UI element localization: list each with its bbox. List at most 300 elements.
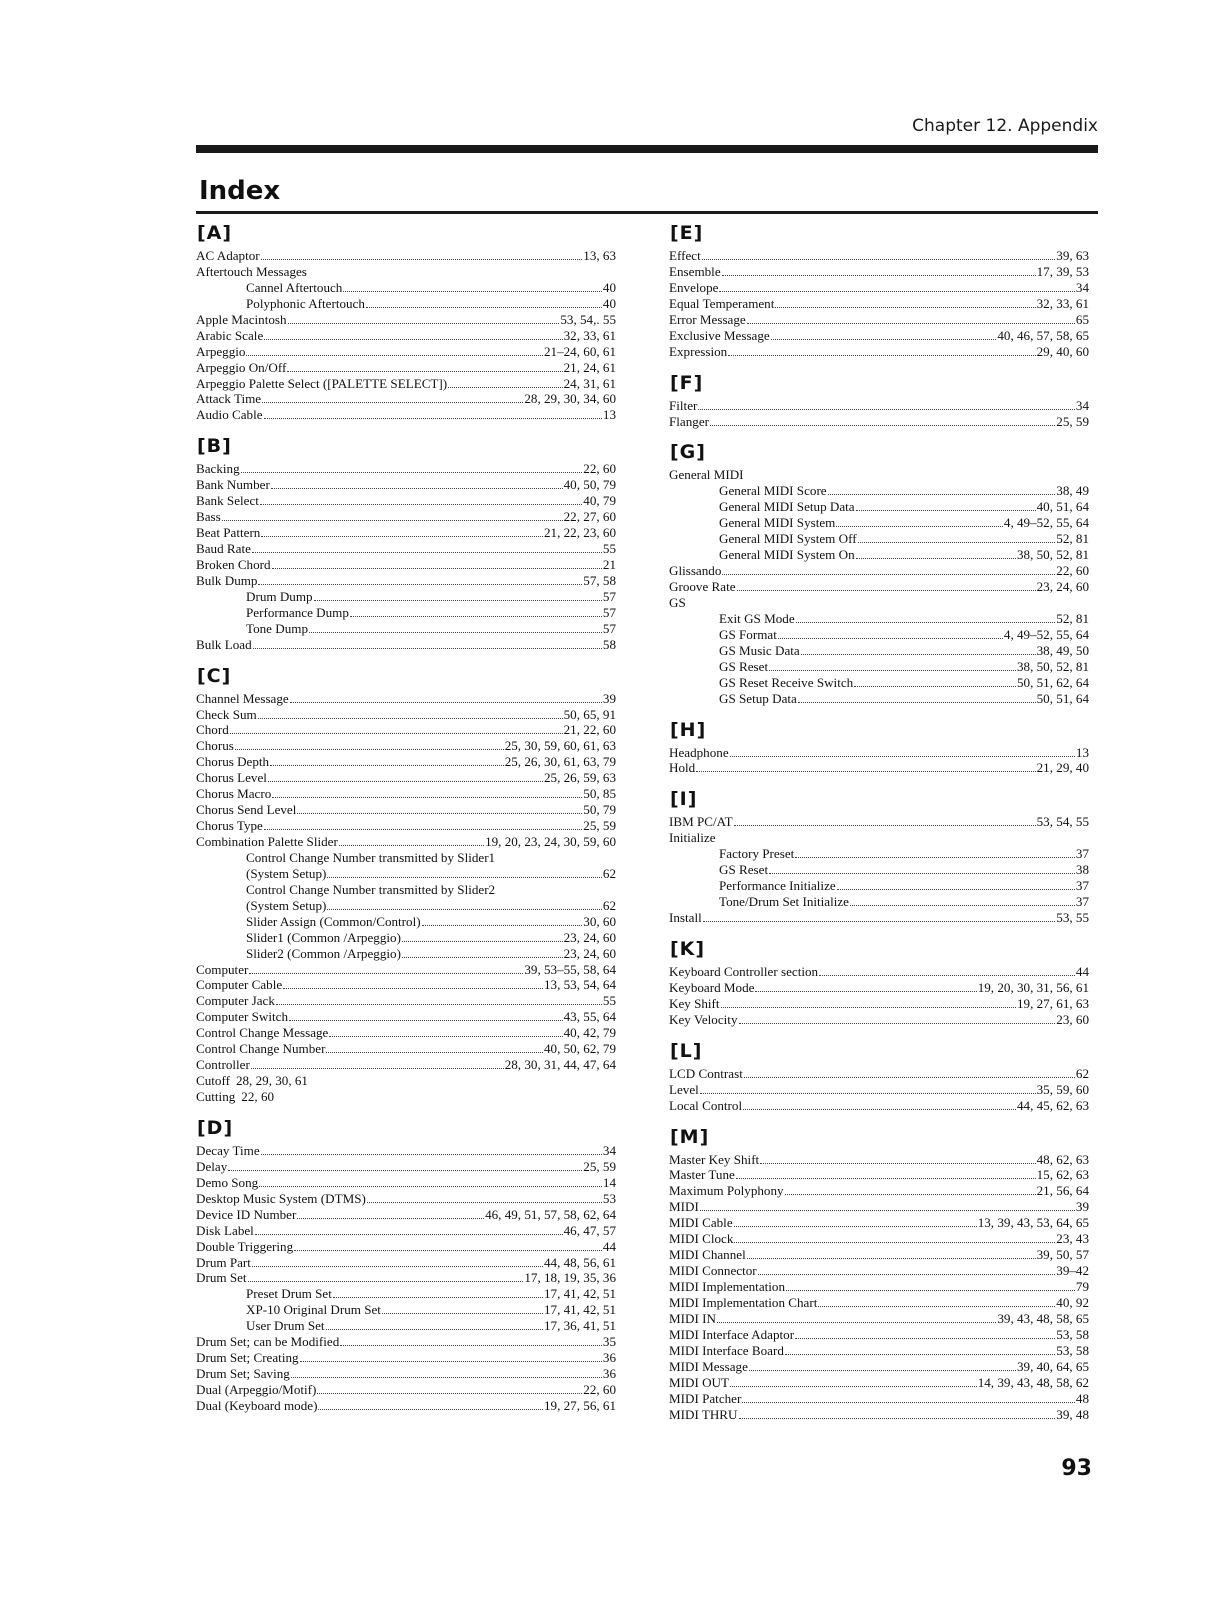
entry-term: MIDI Channel (669, 1247, 746, 1263)
entry-term: Headphone (669, 744, 729, 760)
dot-leader (739, 1013, 1056, 1024)
entry-term: Double Triggering (196, 1238, 294, 1254)
entry-pages: 22, 60 (583, 1382, 616, 1397)
dot-leader (262, 392, 523, 403)
dot-leader (758, 1264, 1056, 1275)
entry-term: Level (669, 1081, 699, 1097)
entry-pages: 62 (602, 897, 616, 913)
entry-pages: 40, 79 (583, 493, 616, 509)
entry-term: Error Message (669, 311, 746, 327)
index-entry (669, 611, 1089, 627)
entry-term: XP-10 Original Drum Set (246, 1302, 381, 1318)
index-entry (669, 1167, 1089, 1183)
index-entry (669, 659, 1089, 675)
entry-pages: 25, 59 (1056, 413, 1089, 429)
index-entry (669, 878, 1089, 894)
entry-pages: 23, 24, 60 (1036, 579, 1089, 594)
index-entry (196, 248, 616, 264)
entry-list (669, 814, 1089, 926)
entry-pages: 40, 50, 62, 79 (543, 1041, 616, 1057)
section-letter: [D] (197, 1116, 234, 1139)
index-entry (669, 398, 1089, 414)
entry-pages: 38, 49, 50 (1036, 642, 1089, 658)
dot-leader (264, 819, 582, 830)
dot-leader (235, 739, 504, 750)
entry-term: Computer Switch (196, 1009, 289, 1025)
entry-term: GS Music Data (719, 642, 800, 658)
index-entry (196, 1191, 616, 1207)
entry-term: Computer (196, 961, 249, 977)
index-entry (669, 1391, 1089, 1407)
index-entry (196, 589, 616, 605)
index-entry (196, 754, 616, 770)
dot-leader (248, 1271, 524, 1282)
index-entry (196, 691, 616, 707)
index-entry (196, 977, 616, 993)
entry-term: Audio Cable (196, 407, 263, 423)
entry-pages: 37 (1075, 878, 1089, 894)
index-entry (196, 328, 616, 344)
entry-term: (System Setup) (246, 897, 327, 913)
entry-pages: 19, 20, 30, 31, 56, 61 (977, 979, 1089, 995)
entry-term: Drum Dump (246, 588, 313, 604)
entry-term: Check Sum (196, 706, 257, 722)
index-entry (196, 1057, 616, 1073)
dot-leader (819, 965, 1075, 976)
dot-leader (272, 558, 602, 569)
section-letter: [C] (197, 664, 232, 687)
entry-term: Install (669, 910, 702, 925)
entry-term: Equal Temperament (669, 295, 775, 311)
entry-pages: 17, 41, 42, 51 (543, 1302, 616, 1318)
page-title: Index (199, 176, 281, 206)
entry-term: Performance Initialize (719, 878, 836, 894)
entry-pages: 13 (1075, 744, 1089, 760)
entry-pages: 53 (602, 1190, 616, 1206)
index-section (669, 1040, 1089, 1114)
entry-term: (System Setup) (246, 865, 327, 881)
entry-pages: 44 (1075, 963, 1089, 979)
dot-leader (318, 1399, 543, 1410)
entry-term: Drum Set (196, 1270, 247, 1286)
index-entry (669, 745, 1089, 761)
dot-leader (249, 963, 523, 974)
dot-leader (283, 978, 543, 989)
index-entry (196, 1382, 616, 1398)
entry-pages: 39 (1075, 1199, 1089, 1215)
entry-pages: 53, 54, 55 (1036, 814, 1089, 830)
entry-list (196, 461, 616, 652)
dot-leader (329, 1026, 562, 1037)
dot-leader (722, 564, 1055, 575)
entry-pages: 34 (602, 1142, 616, 1158)
entry-term: Cannel Aftertouch (246, 279, 343, 295)
dot-leader (778, 628, 1003, 639)
entry-term: MIDI Implementation (669, 1279, 785, 1294)
index-entry (669, 996, 1089, 1012)
index-entry (669, 862, 1089, 878)
index-entry (196, 1089, 616, 1105)
index-entry (196, 786, 616, 802)
dot-leader (258, 574, 582, 585)
entry-pages: 55 (602, 993, 616, 1009)
entry-term: Dual (Arpeggio/Motif) (196, 1382, 317, 1397)
entry-pages: 17, 41, 42, 51 (543, 1286, 616, 1302)
entry-term: Groove Rate (669, 579, 736, 594)
entry-term: Disk Label (196, 1222, 254, 1238)
index-entry (196, 722, 616, 738)
dot-leader (785, 1344, 1055, 1355)
entry-pages: 57 (602, 620, 616, 636)
entry-pages: 24, 31, 61 (563, 375, 616, 391)
entry-pages: 39, 63 (1056, 248, 1089, 263)
entry-term: GS Setup Data (719, 690, 797, 706)
section-letter: [F] (670, 371, 704, 394)
entry-term: Bank Select (196, 493, 259, 509)
dot-leader (252, 1256, 543, 1267)
entry-pages: 32, 33, 61 (1036, 295, 1089, 311)
dot-leader (696, 761, 1035, 772)
entry-term: Chord (196, 722, 229, 738)
entry-pages: 19, 27, 56, 61 (543, 1397, 616, 1413)
entry-pages: 15, 62, 63 (1036, 1167, 1089, 1183)
dot-leader (297, 803, 582, 814)
dot-leader (246, 345, 543, 356)
entry-pages: 34 (1075, 397, 1089, 413)
index-entry (669, 675, 1089, 691)
entry-pages: 17, 39, 53 (1036, 263, 1089, 279)
dot-leader (264, 408, 602, 419)
entry-term: Glissando (669, 563, 722, 579)
dot-leader (837, 879, 1075, 890)
entry-term: User Drum Set (246, 1318, 325, 1334)
entry-pages: 23, 43 (1056, 1231, 1089, 1247)
entry-term: General MIDI System (719, 515, 836, 531)
entry-term: Expression (669, 343, 728, 359)
index-entry (196, 1350, 616, 1366)
index-entry (669, 248, 1089, 264)
entry-pages: 37 (1075, 846, 1089, 862)
entry-pages: 39, 53–55, 58, 64 (524, 961, 616, 977)
entry-pages: 28, 29, 30, 61 (235, 1073, 308, 1089)
index-entry (196, 1334, 616, 1350)
index-entry (196, 493, 616, 509)
entry-term: Master Tune (669, 1167, 735, 1183)
dot-leader (854, 676, 1016, 687)
entry-term: MIDI IN (669, 1310, 716, 1326)
index-entry (196, 1041, 616, 1057)
index-entry (669, 830, 1089, 846)
dot-leader (702, 249, 1056, 260)
entry-pages: 36 (602, 1350, 616, 1366)
index-entry (669, 964, 1089, 980)
index-entry (669, 980, 1089, 996)
index-entry (196, 296, 616, 312)
entry-term: Apple Macintosh (196, 311, 287, 327)
index-entry (196, 993, 616, 1009)
dot-leader (333, 1287, 543, 1298)
entry-pages: 39, 43, 48, 58, 65 (997, 1310, 1089, 1326)
dot-leader (775, 297, 1035, 308)
entry-pages: 28, 29, 30, 34, 60 (524, 391, 616, 407)
entry-term: Cutting (196, 1089, 236, 1104)
entry-term: Demo Song (196, 1174, 259, 1190)
index-entry (669, 1375, 1089, 1391)
entry-pages: 22, 60 (583, 461, 616, 477)
index-entry (196, 1207, 616, 1223)
entry-term: Exit GS Mode (719, 610, 795, 626)
dot-leader (261, 249, 583, 260)
index-entry (196, 312, 616, 328)
dot-leader (367, 1192, 602, 1203)
dot-leader (786, 1280, 1075, 1291)
entry-term: Slider1 (Common /Arpeggio) (246, 929, 401, 945)
dot-leader (222, 510, 563, 521)
dot-leader (828, 484, 1056, 495)
entry-term: Device ID Number (196, 1206, 297, 1222)
entry-term: Controller (196, 1057, 250, 1073)
index-section (196, 1117, 616, 1414)
entry-term: Drum Set; Saving (196, 1366, 290, 1382)
dot-leader (836, 516, 1003, 527)
dot-leader (856, 500, 1036, 511)
index-entry (196, 834, 616, 850)
index-entry (669, 1183, 1089, 1199)
entry-pages: 55 (602, 541, 616, 556)
index-entry (196, 802, 616, 818)
entry-term: Tone Dump (246, 620, 308, 636)
index-entry (196, 1175, 616, 1191)
index-entry (196, 360, 616, 376)
dot-leader (737, 580, 1036, 591)
entry-pages: 36 (602, 1366, 616, 1382)
dot-leader (268, 771, 543, 782)
dot-leader (785, 1184, 1036, 1195)
entry-pages: 4, 49–52, 55, 64 (1003, 626, 1089, 642)
entry-pages: 13 (602, 407, 616, 423)
index-entry (669, 691, 1089, 707)
dot-leader (747, 313, 1075, 324)
entry-pages: 50, 51, 64 (1036, 690, 1089, 706)
dot-leader (700, 1200, 1075, 1211)
dot-leader (769, 863, 1075, 874)
dot-leader (402, 931, 563, 942)
dot-leader (272, 787, 582, 798)
dot-leader (340, 1335, 602, 1346)
entry-pages: 48 (1075, 1390, 1089, 1406)
entry-pages: 38, 50, 52, 81 (1016, 547, 1089, 563)
entry-term: Chorus Send Level (196, 802, 297, 818)
dot-leader (850, 895, 1075, 906)
section-letter: [B] (197, 435, 232, 458)
index-entry (669, 1263, 1089, 1279)
dot-leader (327, 867, 602, 878)
index-entry (196, 344, 616, 360)
dot-leader (728, 345, 1035, 356)
entry-term: Initialize (669, 830, 716, 846)
dot-leader (252, 542, 602, 553)
entry-term: Polyphonic Aftertouch (246, 295, 365, 311)
entry-list (669, 1152, 1089, 1423)
index-entry (196, 525, 616, 541)
entry-term: Drum Set; can be Modified (196, 1334, 340, 1350)
entry-term: Arabic Scale (196, 327, 264, 343)
entry-pages: 30, 60 (583, 913, 616, 929)
entry-pages: 14 (602, 1174, 616, 1190)
index-entry (669, 467, 1089, 483)
entry-term: MIDI (669, 1199, 699, 1215)
entry-term: MIDI Patcher (669, 1390, 742, 1406)
entry-pages: 21–24, 60, 61 (543, 343, 616, 359)
entry-pages: 32, 33, 61 (563, 327, 616, 343)
entry-pages: 39–42 (1056, 1263, 1089, 1279)
dot-leader (294, 1240, 602, 1251)
entry-term: Control Change Message (196, 1025, 329, 1041)
entry-term: IBM PC/AT (669, 814, 733, 830)
entry-pages: 53, 58 (1056, 1326, 1089, 1342)
index-entry (196, 376, 616, 392)
entry-term: Combination Palette Slider (196, 834, 338, 849)
entry-term: Preset Drum Set (246, 1286, 332, 1302)
dot-leader (710, 415, 1055, 426)
index-entry (669, 1279, 1089, 1295)
entry-pages: 22, 60 (241, 1089, 275, 1104)
index-section (669, 372, 1089, 430)
index-entry (669, 563, 1089, 579)
entry-term: MIDI Interface Board (669, 1342, 784, 1358)
entry-term: Channel Message (196, 690, 289, 706)
dot-leader (327, 899, 602, 910)
entry-term: Bass (196, 509, 221, 525)
index-entry (669, 531, 1089, 547)
dot-leader (856, 548, 1016, 559)
section-letter: [E] (670, 222, 704, 244)
index-entry (196, 509, 616, 525)
index-entry (196, 930, 616, 946)
entry-term: Aftertouch Messages (196, 263, 307, 279)
entry-pages: 29, 40, 60 (1036, 343, 1089, 359)
dot-leader (858, 532, 1056, 543)
entry-pages: 53, 58 (1056, 1342, 1089, 1358)
dot-leader (798, 692, 1036, 703)
entry-term: GS Reset (719, 658, 769, 674)
entry-pages: 40 (602, 295, 616, 311)
dot-leader (734, 1216, 977, 1227)
entry-pages: 46, 47, 57 (563, 1222, 616, 1238)
entry-term: Computer Jack (196, 993, 275, 1009)
entry-term: Keyboard Controller section (669, 963, 819, 979)
entry-pages: 43, 55, 64 (563, 1009, 616, 1025)
index-section (669, 222, 1089, 360)
dot-leader (259, 1176, 602, 1187)
dot-leader (314, 590, 602, 601)
entry-pages: 21, 22, 60 (563, 722, 616, 738)
entry-term: Broken Chord (196, 556, 271, 572)
header-bar (196, 145, 1098, 153)
dot-leader (290, 692, 602, 703)
index-entry (196, 407, 616, 423)
entry-pages: 28, 30, 31, 44, 47, 64 (504, 1057, 616, 1073)
dot-leader (700, 1083, 1036, 1094)
entry-pages: 4, 49–52, 55, 64 (1003, 515, 1089, 531)
index-entry (669, 296, 1089, 312)
index-entry (669, 499, 1089, 515)
entry-term: Ensemble (669, 263, 721, 279)
dot-leader (258, 708, 563, 719)
entry-term: LCD Contrast (669, 1065, 743, 1081)
entry-pages: 25, 30, 59, 60, 61, 63 (504, 738, 616, 754)
index-section (669, 719, 1089, 777)
entry-pages: 19, 20, 23, 24, 30, 59, 60 (485, 834, 616, 849)
dot-leader (289, 1010, 563, 1021)
entry-pages: 35 (602, 1334, 616, 1350)
entry-term: Dual (Keyboard mode) (196, 1397, 318, 1413)
entry-pages: 35, 59, 60 (1036, 1081, 1089, 1097)
entry-term: Local Control (669, 1097, 743, 1113)
index-entry (196, 898, 616, 914)
index-entry (669, 814, 1089, 830)
entry-term: Control Change Number transmitted by Slider1 (246, 849, 496, 865)
dot-leader (366, 297, 602, 308)
entry-list (669, 964, 1089, 1028)
index-entry (669, 579, 1089, 595)
entry-term: Envelope (669, 279, 719, 295)
entry-term: General MIDI Score (719, 483, 827, 499)
entry-term: MIDI Message (669, 1358, 748, 1374)
dot-leader (717, 1312, 996, 1323)
dot-leader (251, 1058, 504, 1069)
page-number: 93 (1061, 1456, 1092, 1481)
dot-leader (721, 997, 1016, 1008)
index-entry (669, 1311, 1089, 1327)
index-entry (669, 1407, 1089, 1423)
entry-term: Chorus Level (196, 770, 267, 786)
entry-pages: 23, 60 (1056, 1011, 1089, 1027)
entry-term: General MIDI (669, 467, 744, 483)
dot-leader (796, 612, 1056, 623)
entry-term: Hold (669, 760, 696, 776)
entry-list (196, 1143, 616, 1414)
dot-leader (742, 1392, 1075, 1403)
index-entry (196, 573, 616, 589)
dot-leader (769, 660, 1016, 671)
entry-list (669, 248, 1089, 360)
dot-leader (255, 1224, 563, 1235)
dot-leader (309, 622, 602, 633)
entry-term: Drum Part (196, 1254, 251, 1270)
entry-pages: 53, 54,. 55 (560, 311, 616, 327)
dot-leader (730, 1376, 977, 1387)
index-entry (196, 1255, 616, 1271)
index-entry (196, 882, 616, 898)
entry-pages: 39, 50, 57 (1036, 1247, 1089, 1263)
index-entry (669, 1295, 1089, 1311)
entry-pages: 50, 51, 62, 64 (1016, 674, 1089, 690)
entry-term: Cutoff (196, 1073, 230, 1089)
entry-pages: 17, 36, 41, 51 (543, 1318, 616, 1334)
entry-pages: 79 (1075, 1279, 1089, 1294)
index-entry (196, 1143, 616, 1159)
entry-term: MIDI Cable (669, 1215, 733, 1231)
index-entry (669, 515, 1089, 531)
index-entry (196, 770, 616, 786)
entry-pages: 52, 81 (1056, 610, 1089, 626)
dot-leader (743, 1099, 1016, 1110)
entry-pages: 53, 55 (1056, 910, 1089, 925)
entry-pages: 44, 45, 62, 63 (1016, 1097, 1089, 1113)
entry-term: Bulk Load (196, 636, 252, 652)
entry-pages: 57 (602, 604, 616, 620)
